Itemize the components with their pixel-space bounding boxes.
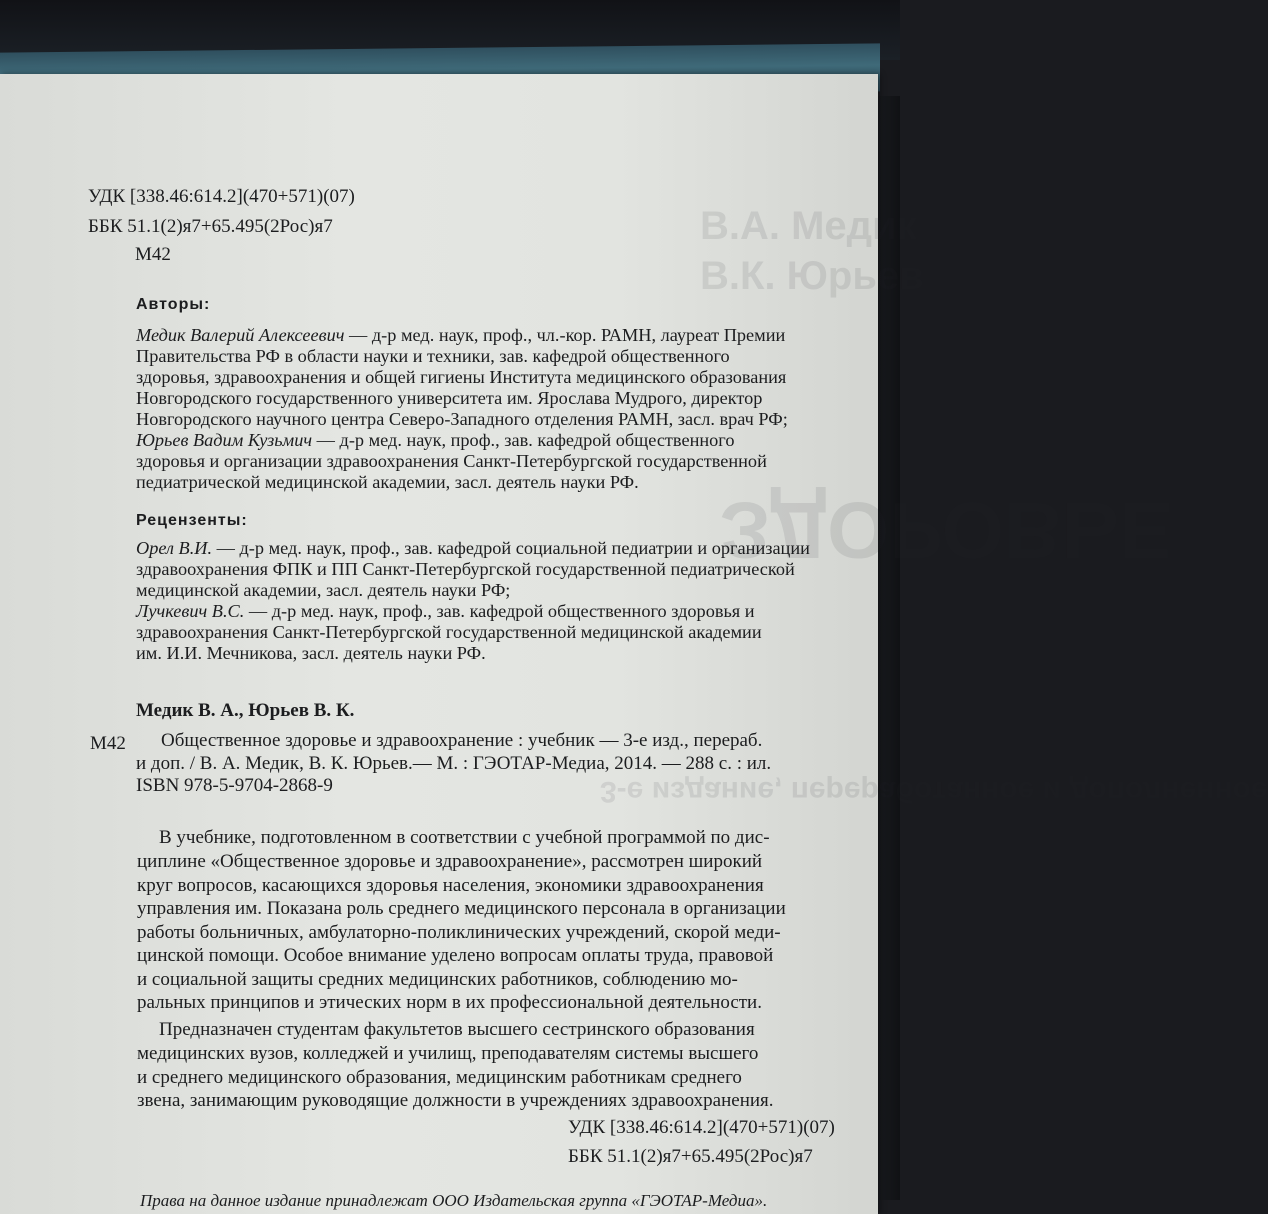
- isbn: ISBN 978-5-9704-2868-9: [136, 775, 333, 796]
- authors-line: Новгородского научного центра Северо-Западного отделения РАМН, засл. врач РФ;: [136, 409, 788, 429]
- reviewers-line-4: Лучкевич В.С. — д-р мед. наук, проф., зав. кафедрой общественного здоровья и: [136, 601, 755, 621]
- author-name-2: Юрьев Вадим Кузьмич: [136, 430, 313, 450]
- reviewer-name-2: Лучкевич В.С.: [136, 601, 245, 621]
- annotation-para-2-body: [137, 1042, 859, 1113]
- author-sign-code: М42: [135, 244, 171, 265]
- authors-line: здоровья и организации здравоохранения Санкт-Петербургской государственной: [136, 451, 767, 471]
- citation-line: и доп. / В. А. Медик, В. К. Юрьев.— М. : ГЭОТАР-Медиа, 2014. — 288 с. : ил.: [136, 753, 772, 774]
- reviewers-line: здравоохранения ФПК и ПП Санкт-Петербургской государственной педиатрической: [136, 559, 795, 579]
- authors-line: здоровья, здравоохранения и общей гигиены Института медицинского образования: [136, 367, 787, 387]
- annotation-line: круг вопросов, касающихся здоровья населения, экономики здравоохранения: [137, 874, 764, 896]
- annotation-para-1: [159, 826, 859, 850]
- show-through-text: В.К. Юрьев: [700, 254, 924, 298]
- authors-line: Правительства РФ в области науки и техники, зав. кафедрой общественного: [136, 346, 730, 366]
- annotation-line: и социальной защиты средних медицинских работников, соблюдению мо-: [137, 968, 738, 990]
- authors-line-6: Юрьев Вадим Кузьмич — д-р мед. наук, проф., зав. кафедрой общественного: [136, 430, 735, 450]
- reviewers-line: медицинской академии, засл. деятель науки РФ;: [136, 580, 511, 600]
- show-through-text: 3-е издание, переработанное и дополненное: [600, 775, 1268, 808]
- authors-line: Новгородского государственного университета им. Ярослава Мудрого, директор: [136, 388, 763, 408]
- annotation-line: управления им. Показана роль среднего медицинского персонала в организации: [137, 898, 786, 919]
- annotation-line: ральных принципов и этических норм в их профессиональной деятельности.: [137, 992, 762, 1013]
- annotation-line: работы больничных, амбулаторно-поликлинических учреждений, скорой меди-: [137, 921, 781, 943]
- show-through-text: В.А. Медик: [700, 204, 917, 248]
- reviewers-line-1: Орел В.И. — д-р мед. наук, проф., зав. кафедрой социальной педиатрии и организации: [136, 538, 810, 558]
- bbk-code: ББК 51.1(2)я7+65.495(2Рос)я7: [88, 216, 333, 237]
- author-name-1: Медик Валерий Алексеевич: [136, 325, 345, 345]
- citation-line: Общественное здоровье и здравоохранение : учебник — 3-е изд., перераб.: [161, 730, 763, 751]
- annotation-line: В учебнике, подготовленном в соответствии с учебной программой по дис-: [159, 827, 770, 848]
- annotation-line: Предназначен студентам факультетов высшего сестринского образования: [159, 1019, 755, 1040]
- authors-line-1: Медик Валерий Алексеевич — д-р мед. наук, проф., чл.-кор. РАМН, лауреат Премии: [136, 325, 786, 345]
- citation-code: М42: [90, 733, 126, 754]
- reviewers-block: [136, 538, 852, 664]
- annotation-line: цинской помощи. Особое внимание уделено вопросам оплаты труда, правовой: [137, 945, 774, 966]
- authors-line: педиатрической медицинской академии, засл. деятель науки РФ.: [136, 472, 639, 492]
- annotation-line: медицинских вузов, колледжей и училищ, преподавателям системы высшего: [137, 1043, 759, 1064]
- reviewers-line: здравоохранения Санкт-Петербургской государственной медицинской академии: [136, 622, 762, 642]
- citation-authors: Медик В. А., Юрьев В. К.: [136, 700, 355, 721]
- authors-block: [136, 325, 852, 493]
- show-through-text: ЗДОРОВЬЕ: [720, 486, 1173, 575]
- annotation-para-1-body: [137, 850, 859, 1015]
- authors-heading: Авторы:: [136, 296, 211, 313]
- rights-line: Права на данное издание принадлежат ООО Издательская группа «ГЭОТАР-Медиа».: [140, 1191, 768, 1210]
- reviewers-line: им. И.И. Мечникова, засл. деятель науки РФ.: [136, 643, 486, 663]
- annotation-para-2: [159, 1018, 859, 1042]
- reviewer-name-1: Орел В.И.: [136, 538, 213, 558]
- footer-udk: УДК [338.46:614.2](470+571)(07): [568, 1117, 835, 1138]
- reviewers-heading: Рецензенты:: [136, 512, 248, 529]
- book-page: [0, 74, 1268, 1214]
- footer-bbk: ББК 51.1(2)я7+65.495(2Рос)я7: [568, 1146, 813, 1167]
- annotation-line: и среднего медицинского образования, медицинским работникам среднего: [137, 1066, 742, 1088]
- udk-code: УДК [338.46:614.2](470+571)(07): [88, 186, 355, 207]
- annotation-line: циплине «Общественное здоровье и здравоохранение», рассмотрен широкий: [137, 851, 763, 872]
- annotation-line: звена, занимающим руководящие должности в учреждениях здравоохранения.: [137, 1090, 774, 1111]
